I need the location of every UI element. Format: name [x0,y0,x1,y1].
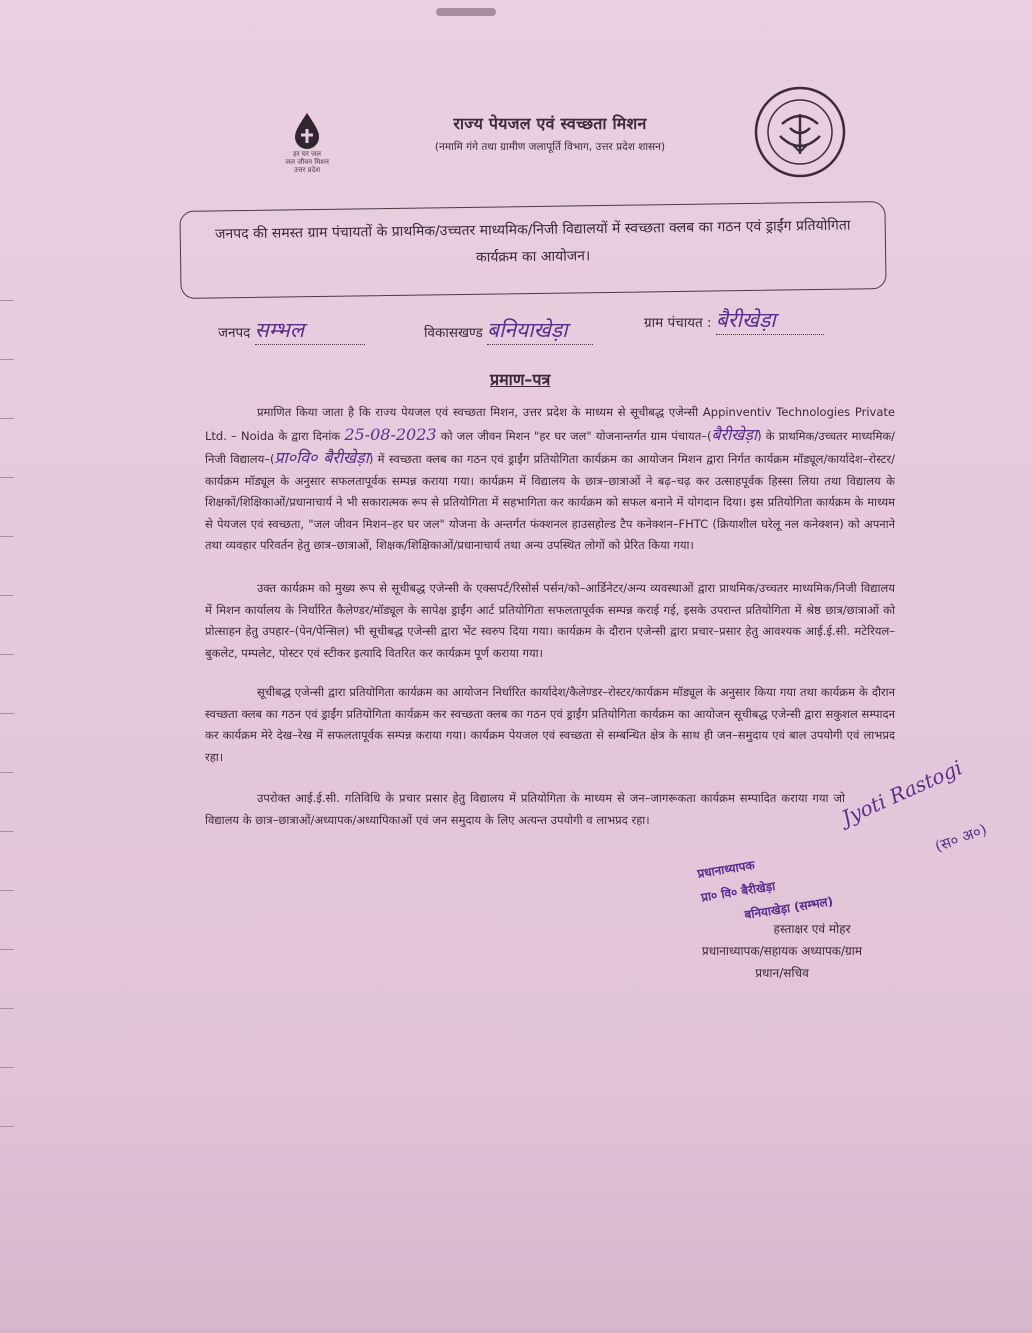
para1-school: प्रा०वि० बैरीखेड़ा [274,448,369,467]
signature-line-3: प्रधान/सचिव [755,966,809,980]
water-drop-icon [272,110,342,150]
block-label: विकासखण्ड [424,325,483,341]
district-value: सम्भल [254,318,305,342]
signature-line-2: प्रधानाध्यापक/सहायक अध्यापक/ग्राम [701,944,863,958]
district-field [218,316,365,345]
paragraph-1 [205,402,895,557]
subject-text: जनपद की समस्त ग्राम पंचायतों के प्राथमिक/उच्चतर माध्यमिक/निजी विद्यालयों में स्वच्छता क्लब का गठन एवं ड्राईंग प्रतियोगिता कार्यक्रम का आयोजन। [214,217,851,266]
logo-caption-3: उत्तर प्रदेश [293,166,321,174]
para3-text: सूचीबद्ध एजेन्सी द्वारा प्रतियोगिता कार्यक्रम का आयोजन निर्धारित कार्यादेश/कैलेण्डर–रोस्टर/कार्यक्रम मॉड्यूल के अनुसार किया गया तथा कार्यक्रम के दौरान स्वच्छता क्लब का गठन एवं ड्राईंग प्रतियोगिता कार्यक्रम कर स्वच्छता क्लब का गठन एवं ड्राईंग प्रतियोगिता कार्यक्रम का आयोजन सूचीबद्ध एजेन्सी द्वारा सकुशल सम्पादन कर कार्यक्रम मेरे देख–रेख में सफलतापूर्वक सम्पन्न कराया गया। कार्यक्रम पेयजल एवं स्वच्छता से सम्बन्धित क्षेत्र के साथ ही जन–समुदाय एवं बाल उपयोगी एवं लाभप्रद रहा। [205,685,895,764]
panchayat-value-line [716,306,824,335]
subject-box [179,201,886,299]
para1-date: 25-08-2023 [344,424,437,444]
block-value-line [487,316,593,345]
para1-text-c: ) के प्राथमिक/उच्चतर माध्यमिक/निजी विद्यालय–( [205,428,896,466]
up-government-emblem-icon [752,84,848,180]
jal-jeevan-mission-logo [272,110,342,185]
panchayat-field [644,306,824,335]
paragraph-4 [205,788,845,831]
district-label: जनपद [218,325,251,341]
block-value: बनियाखेड़ा [486,318,568,342]
org-subtitle: (नमामि गंगे तथा ग्रामीण जलापूर्ति विभाग, उत्तर प्रदेश शासन) [434,141,666,153]
para1-text-d: ) में स्वच्छता क्लब का गठन एवं ड्राईंग प्रतियोगिता कार्यक्रम का आयोजन मिशन द्वारा निर्गत कार्यक्रम मॉड्यूल/कार्यादेश–रोस्टर/कार्यक्रम मॉड्यूल के अनुसार सफलतापूर्वक सम्पन्न कराया गया। कार्यक्रम में विद्यालय के छात्र–छात्राओं ने बढ़–चढ़ कर उत्साहपूर्वक हिस्सा लिया तथा विद्यालय के शिक्षकों/शिक्षिकाओं/प्रधानाचार्य ने भी सकारात्मक रूप से प्रतियोगिता में सहभागिता कर कार्यक्रम को सफल बनाने में योगदान दिया। इस प्रतियोगिता कार्यक्रम के माध्यम से पेयजल एवं स्वच्छता, "जल जीवन मिशन–हर घर जल" योजना के अन्तर्गत फंक्शनल हाउसहोल्ड टैप कनेक्शन–FHTC (क्रियाशील घरेलू नल कनेक्शन) को अपनाने तथा व्यवहार परिवर्तन हेतु छात्र–छात्राओं, शिक्षक/शिक्षिकाओं/प्रधानाचार्य तथा अन्य उपस्थित लोगों को प्रेरित किया गया। [205,452,895,552]
letterhead [360,112,740,154]
signature-note: (स० अ०) [932,820,990,856]
stamp-line-2: प्रा० वि० बैरीखेड़ा [700,879,777,905]
stamp-line-1: प्रधानाध्यापक [696,857,756,881]
signature-block [672,918,892,984]
para1-village: बैरीखेड़ा [711,424,758,444]
para2-text: उक्त कार्यक्रम को मुख्य रूप से सूचीबद्ध एजेन्सी के एक्सपर्ट/रिसोर्स पर्सन/को–आर्डिनेटर/अन्य व्यवस्थाओं द्वारा प्राथमिक/उच्चतर माध्यमिक/निजी विद्यालय में मिशन कार्यालय के निर्धारित कैलेण्डर/मॉड्यूल के सापेक्ष ड्राईंग आर्ट प्रतियोगिता सफलतापूर्वक सम्पन्न कराई गई, इसके उपरान्त प्रतियोगिता में श्रेष्ठ छात्र/छात्राओं को प्रोत्साहन हेतु उपहार–(पेन/पेन्सिल) भी सूचीबद्ध एजेन्सी द्वारा भेंट स्वरुप दिया गया। कार्यक्रम के दौरान एजेन्सी द्वारा प्रचार–प्रसार हेतु आवश्यक आई.ई.सी. मटेरियल–बुकलेट, पम्पलेट, पोस्टर एवं स्टीकर इत्यादि वितरित कर कार्यक्रम पूर्ण कराया गया। [205,581,895,660]
block-field [424,316,593,345]
paragraph-2 [205,578,895,664]
logo-caption-2: जल जीवन मिशन [285,158,329,166]
panchayat-label: ग्राम पंचायत : [644,315,712,331]
signature-name: Jyoti Rastogi [838,755,966,830]
org-title: राज्य पेयजल एवं स्वच्छता मिशन [453,114,647,133]
logo-caption-1: हर घर जल [293,150,321,158]
para4-text: उपरोक्त आई.ई.सी. गतिविधि के प्रचार प्रसार हेतु विद्यालय में प्रतियोगिता के माध्यम से जन–जागरूकता कार्यक्रम सम्पादित कराया गया जो विद्यालय के छात्र–छात्राओं/अध्यापक/अध्यापिकाओं एवं जन समुदाय के लिए अत्यन्त उपयोगी व लाभप्रद रहा। [205,791,845,827]
certificate-title: प्रमाण–पत्र [490,370,551,389]
panchayat-value: बैरीखेड़ा [715,308,776,332]
paragraph-3 [205,682,895,768]
para1-text-b: को जल जीवन मिशन "हर घर जल" योजनान्तर्गत ग्राम पंचायत–( [440,428,712,443]
district-value-line [255,316,365,345]
underlying-page-lines [0,300,18,1200]
paper-clip [436,8,496,16]
para1-text-a: प्रमाणित किया जाता है कि राज्य पेयजल एवं स्वच्छता मिशन, उत्तर प्रदेश के माध्यम से सूचीबद्ध एजेन्सी Appinventiv Technologies Private Ltd. – Noida के द्वारा दिनांक [205,405,895,443]
signature-line-1: हस्ताक्षर एवं मोहर [773,922,851,936]
stamp-line-3: बनियाखेड़ा (सम्भल) [743,894,834,923]
